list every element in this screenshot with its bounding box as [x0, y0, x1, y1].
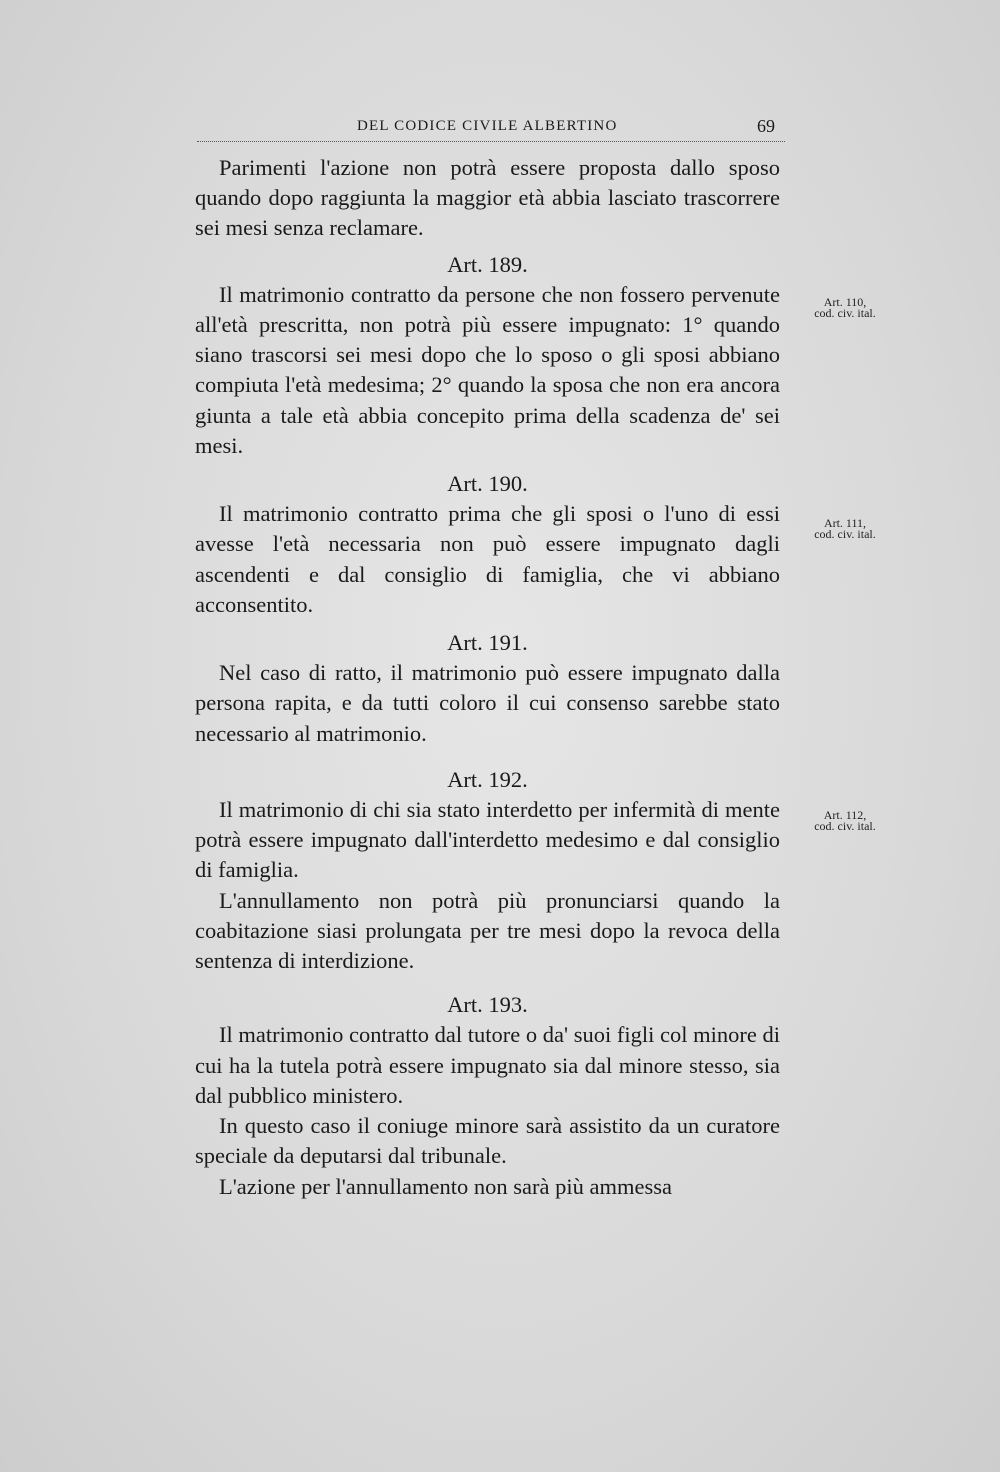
article-paragraph: Il matrimonio contratto da persone che non fossero pervenute all'età prescritta, non potrà più essere impugnato: 1° quando siano trascorsi sei mesi dopo che lo sposo o gli sposi abbiano compiuta l'età medesima; 2° quando la sposa che non era ancora giunta a tale età abbia concepito prima della scadenza de' sei mesi.	[195, 281, 780, 458]
running-title: DEL CODICE CIVILE ALBERTINO	[357, 118, 618, 134]
article-paragraph: Il matrimonio contratto dal tutore o da' suoi figli col minore di cui ha la tutela potrà essere impugnato sia dal minore stesso, sia dal pubblico ministero.	[195, 1022, 780, 1108]
margin-note-line: Art. 112,	[823, 808, 867, 822]
margin-note-line: cod. civ. ital.	[814, 527, 876, 541]
margin-note-line: Art. 110,	[823, 295, 867, 309]
article-paragraph: Il matrimonio contratto prima che gli sposi o l'uno di essi avesse l'età necessaria non può essere impugnato dagli ascendenti e dal consiglio di famiglia, che vi abbiano acconsentito.	[195, 501, 780, 617]
page-body	[195, 153, 780, 1202]
article-paragraph: L'azione per l'annullamento non sarà più ammessa	[219, 1173, 672, 1199]
running-header	[197, 116, 785, 142]
intro-paragraph: Parimenti l'azione non potrà essere proposta dallo sposo quando dopo raggiunta la maggior età abbia lasciato trascorrere sei mesi senza reclamare.	[195, 155, 780, 241]
page-number: 69	[757, 116, 775, 136]
article-paragraph: Nel caso di ratto, il matrimonio può essere impugnato dalla persona rapita, e da tutti coloro il cui consenso sarebbe stato necessario al matrimonio.	[195, 660, 780, 746]
article-paragraph: Il matrimonio di chi sia stato interdetto per infermità di mente potrà essere impugnato dall'interdetto medesimo e dal consiglio di famiglia.	[195, 797, 780, 883]
header-rule	[197, 141, 785, 142]
margin-note-line: Art. 111,	[823, 516, 867, 530]
article-paragraph: L'annullamento non potrà più pronunciarsi quando la coabitazione siasi prolungata per tre mesi dopo la revoca della sentenza di interdizione.	[195, 887, 780, 974]
article-heading: Art. 189.	[447, 251, 528, 277]
article-paragraph: In questo caso il coniuge minore sarà assistito da un curatore speciale da deputarsi dal tribunale.	[195, 1113, 780, 1169]
margin-note	[800, 297, 890, 319]
margin-note-line: cod. civ. ital.	[814, 306, 876, 320]
article-heading: Art. 193.	[447, 992, 528, 1018]
article-heading: Art. 192.	[447, 766, 528, 792]
margin-note	[800, 810, 890, 832]
margin-note-line: cod. civ. ital.	[814, 819, 876, 833]
article-heading: Art. 191.	[447, 630, 528, 656]
article-heading: Art. 190.	[447, 471, 528, 497]
margin-note	[800, 518, 890, 540]
